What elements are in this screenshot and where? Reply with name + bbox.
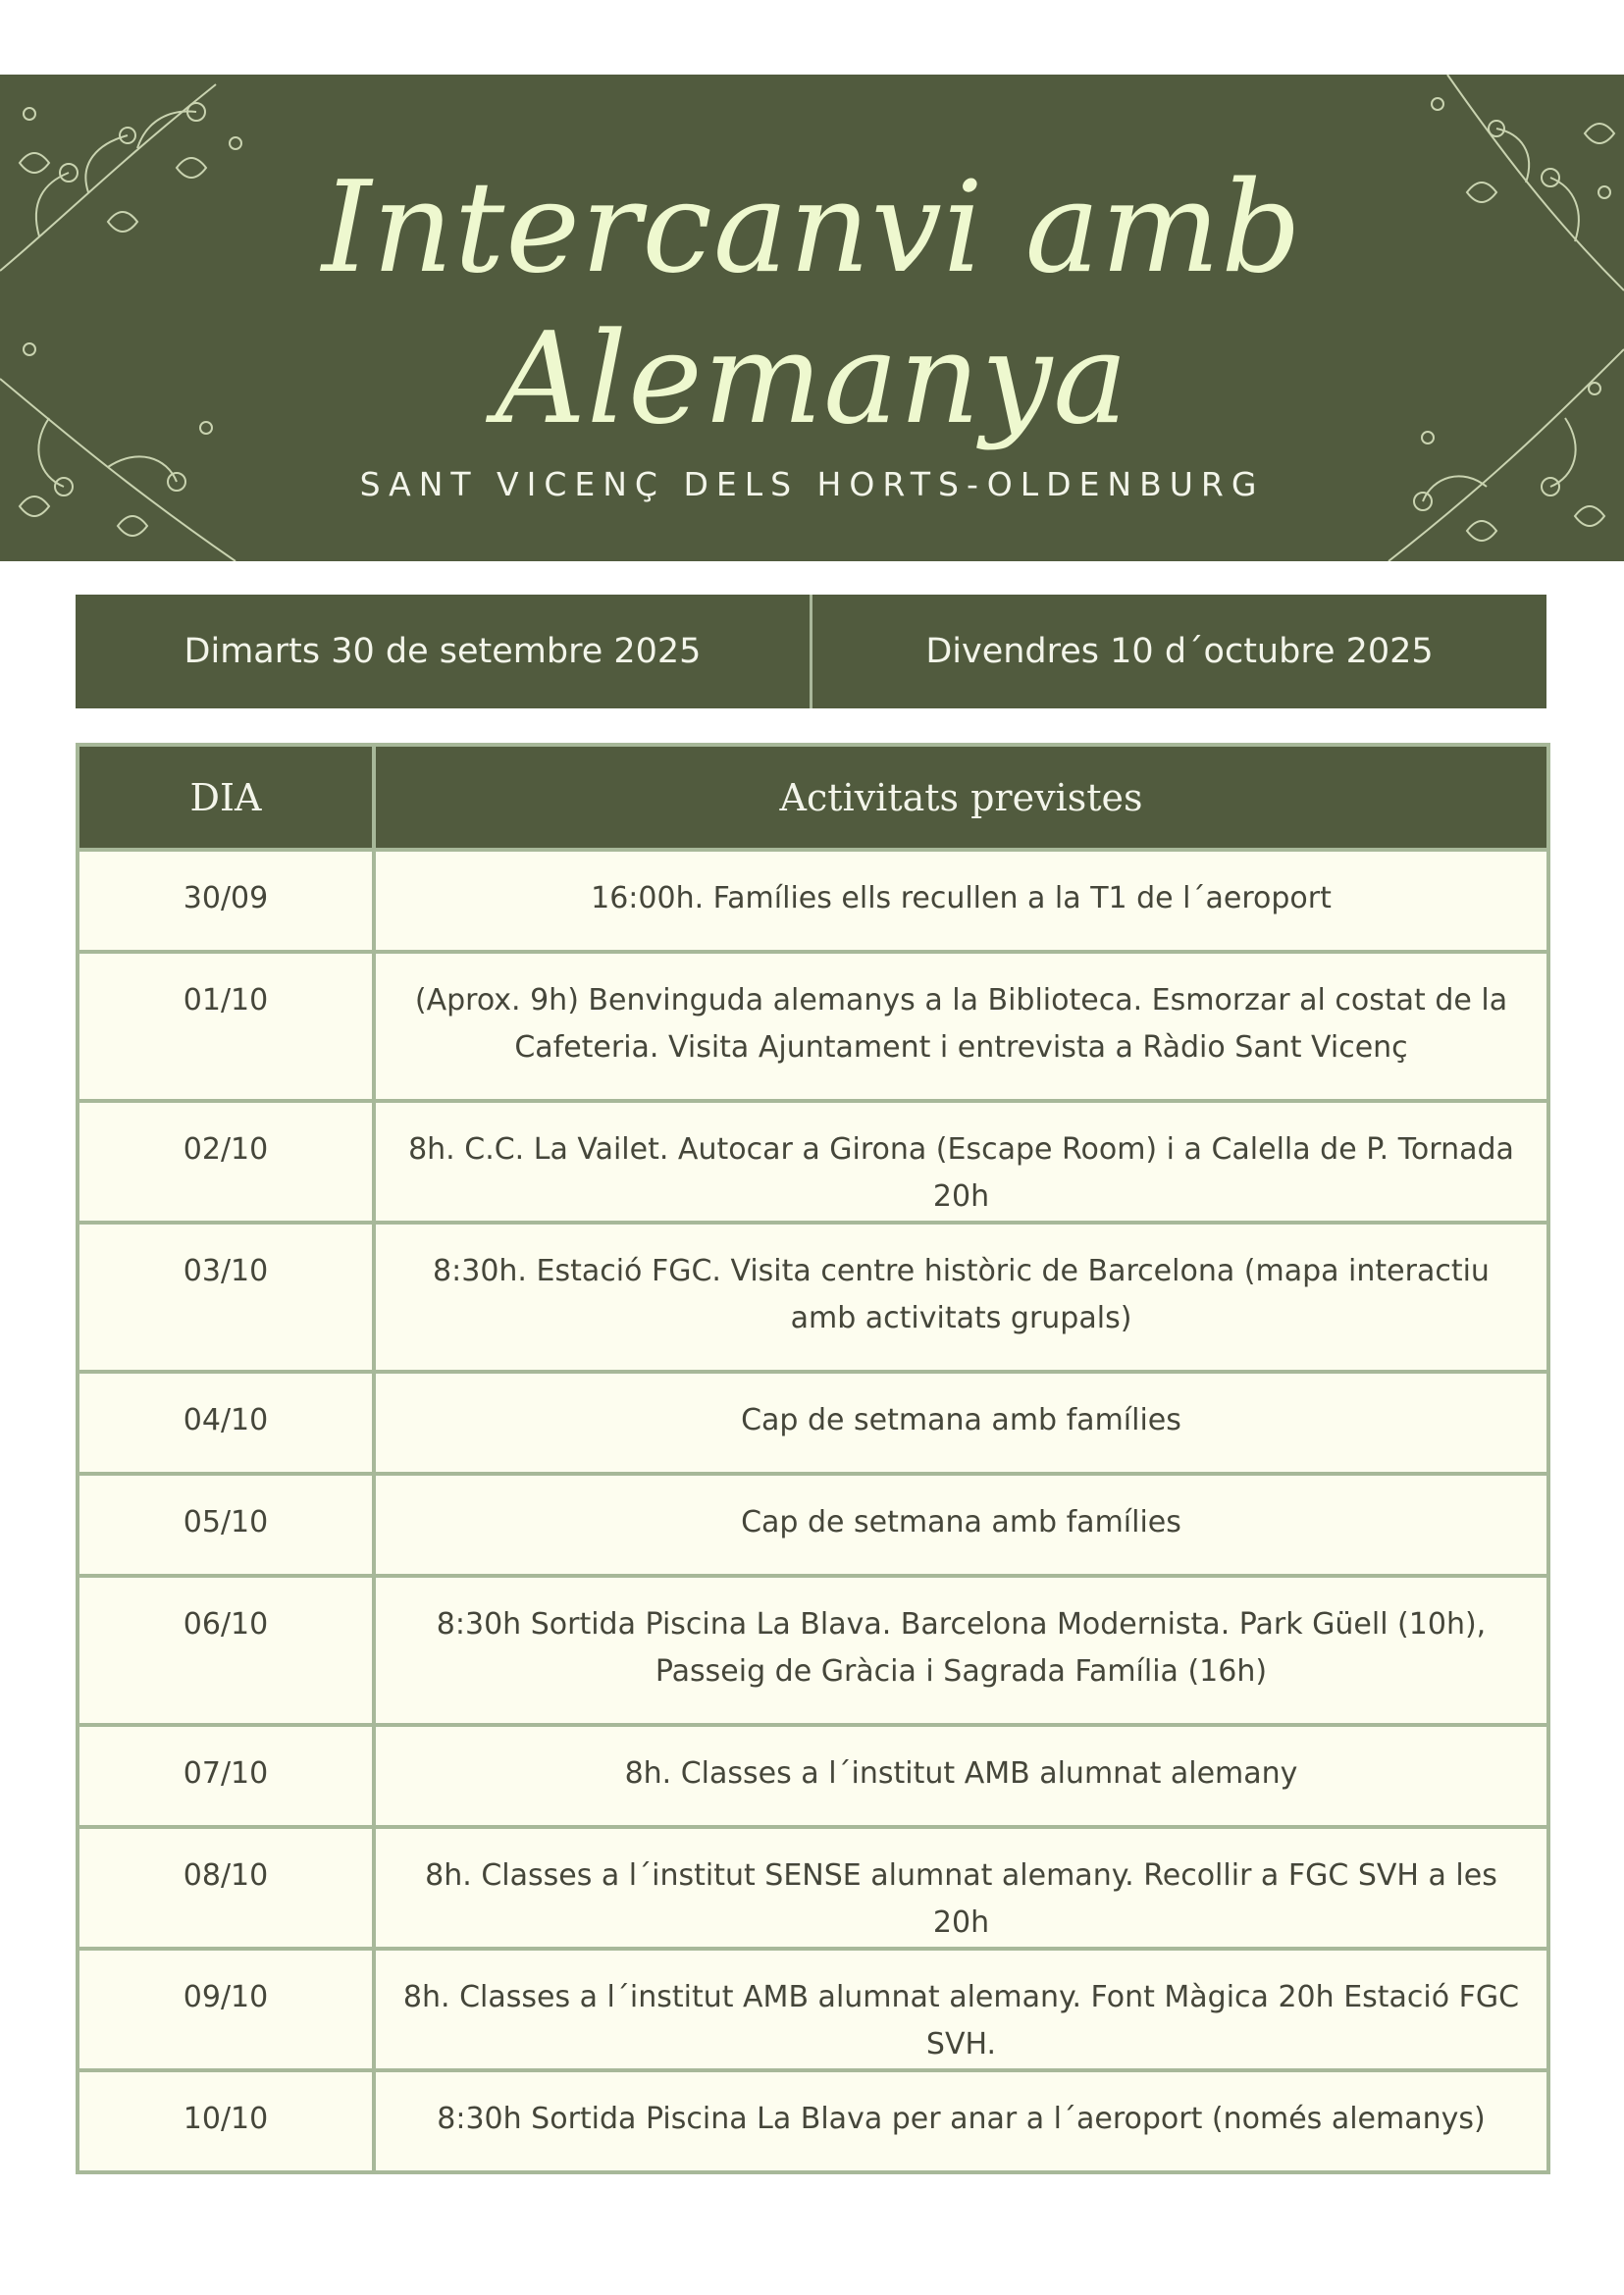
table-row [78,2070,1548,2172]
activity-cell: (Aprox. 9h) Benvinguda alemanys a la Biblioteca. Esmorzar al costat de la Cafeteria. Visita Ajuntament i entrevista a Ràdio Sant Vicenç [374,952,1548,1101]
activity-cell: 8h. Classes a l´institut AMB alumnat alemany. Font Màgica 20h Estació FGC SVH. [374,1949,1548,2070]
day-cell: 01/10 [78,952,374,1101]
table-row [78,1474,1548,1576]
column-header-activities: Activitats previstes [374,745,1548,850]
activity-cell: 8:30h Sortida Piscina La Blava. Barcelona Modernista. Park Güell (10h), Passeig de Gràcia i Sagrada Família (16h) [374,1576,1548,1725]
table-row [78,1827,1548,1949]
page-title-line2: Alemanya [495,306,1129,452]
day-cell: 04/10 [78,1372,374,1474]
day-cell: 08/10 [78,1827,374,1949]
activity-cell: 16:00h. Famílies ells recullen a la T1 de l´aeroport [374,850,1548,952]
day-cell: 10/10 [78,2070,374,2172]
table-row [78,1101,1548,1223]
activity-cell: 8:30h Sortida Piscina La Blava per anar a l´aeroport (només alemanys) [374,2070,1548,2172]
end-date: Divendres 10 d´octubre 2025 [810,595,1546,708]
table-row [78,1223,1548,1372]
table-row [78,952,1548,1101]
day-cell: 02/10 [78,1101,374,1223]
date-range-bar [76,595,1546,708]
table-row [78,1949,1548,2070]
day-cell: 05/10 [78,1474,374,1576]
table-row [78,850,1548,952]
table-row [78,1576,1548,1725]
activity-cell: Cap de setmana amb famílies [374,1474,1548,1576]
page-title-line1: Intercanvi amb [321,155,1303,301]
day-cell: 09/10 [78,1949,374,2070]
schedule-table [76,743,1550,2174]
activity-cell: 8h. Classes a l´institut SENSE alumnat alemany. Recollir a FGC SVH a les 20h [374,1827,1548,1949]
table-row [78,1725,1548,1827]
activity-cell: 8:30h. Estació FGC. Visita centre històric de Barcelona (mapa interactiu amb activitats grupals) [374,1223,1548,1372]
table-header-row [78,745,1548,850]
activity-cell: Cap de setmana amb famílies [374,1372,1548,1474]
activity-cell: 8h. C.C. La Vailet. Autocar a Girona (Escape Room) i a Calella de P. Tornada 20h [374,1101,1548,1223]
day-cell: 06/10 [78,1576,374,1725]
day-cell: 30/09 [78,850,374,952]
header-banner [0,75,1624,561]
activity-cell: 8h. Classes a l´institut AMB alumnat alemany [374,1725,1548,1827]
start-date: Dimarts 30 de setembre 2025 [183,632,702,671]
column-header-day: DIA [78,745,374,850]
page-subtitle: SANT VICENÇ DELS HORTS-OLDENBURG [359,465,1265,503]
table-row [78,1372,1548,1474]
day-cell: 03/10 [78,1223,374,1372]
day-cell: 07/10 [78,1725,374,1827]
